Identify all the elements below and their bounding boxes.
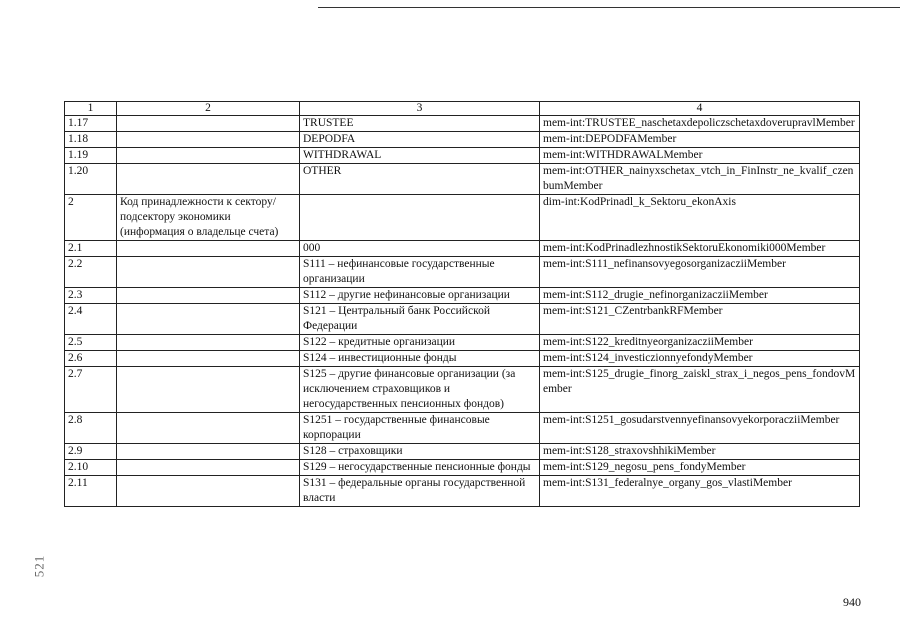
row-value: S125 – другие финансовые организации (за исключением страховщиков и негосударственных пенсионных фондов) — [300, 367, 540, 413]
table-row — [65, 476, 860, 507]
row-code: mem-int:OTHER_nainyxschetax_vtch_in_FinInstr_ne_kvalif_czenbumMember — [540, 164, 860, 195]
row-value: S124 – инвестиционные фонды — [300, 351, 540, 367]
row-value: WITHDRAWAL — [300, 148, 540, 164]
row-number: 2.2 — [65, 257, 117, 288]
row-value: S128 – страховщики — [300, 444, 540, 460]
table-row — [65, 195, 860, 241]
row-description — [117, 476, 300, 507]
header-col-3: 3 — [300, 102, 540, 116]
table-row — [65, 257, 860, 288]
row-code: mem-int:S128_straxovshhikiMember — [540, 444, 860, 460]
row-description — [117, 335, 300, 351]
row-number: 1.20 — [65, 164, 117, 195]
row-value: S1251 – государственные финансовые корпорации — [300, 413, 540, 444]
table-row — [65, 241, 860, 257]
row-number: 1.18 — [65, 132, 117, 148]
row-value: S122 – кредитные организации — [300, 335, 540, 351]
row-number: 2.7 — [65, 367, 117, 413]
row-number: 1.19 — [65, 148, 117, 164]
row-value: S121 – Центральный банк Российской Федерации — [300, 304, 540, 335]
header-col-2: 2 — [117, 102, 300, 116]
row-code: mem-int:S125_drugie_finorg_zaiskl_strax_i_negos_pens_fondovMember — [540, 367, 860, 413]
table-row — [65, 148, 860, 164]
row-code: dim-int:KodPrinadl_k_Sektoru_ekonAxis — [540, 195, 860, 241]
row-description — [117, 413, 300, 444]
row-number: 2.3 — [65, 288, 117, 304]
row-value: S129 – негосударственные пенсионные фонды — [300, 460, 540, 476]
row-number: 2.9 — [65, 444, 117, 460]
table-row — [65, 351, 860, 367]
row-description — [117, 148, 300, 164]
row-number: 1.17 — [65, 116, 117, 132]
table-row — [65, 367, 860, 413]
top-rule — [318, 7, 900, 8]
row-code: mem-int:S122_kreditnyeorganizacziiMember — [540, 335, 860, 351]
row-code: mem-int:S111_nefinansovyegosorganizacziiMember — [540, 257, 860, 288]
row-number: 2.1 — [65, 241, 117, 257]
row-number: 2.11 — [65, 476, 117, 507]
header-col-1: 1 — [65, 102, 117, 116]
table-row — [65, 460, 860, 476]
header-col-4: 4 — [540, 102, 860, 116]
row-description — [117, 288, 300, 304]
table-row — [65, 116, 860, 132]
table-row — [65, 304, 860, 335]
table-row — [65, 335, 860, 351]
row-description — [117, 304, 300, 335]
row-number: 2 — [65, 195, 117, 241]
row-code: mem-int:S129_negosu_pens_fondyMember — [540, 460, 860, 476]
row-description — [117, 460, 300, 476]
row-code: mem-int:KodPrinadlezhnostikSektoruEkonomiki000Member — [540, 241, 860, 257]
row-description: Код принадлежности к сектору/подсектору экономики (информация о владельце счета) — [117, 195, 300, 241]
table-row — [65, 444, 860, 460]
row-value: DEPODFA — [300, 132, 540, 148]
classification-table — [64, 101, 860, 507]
row-code: mem-int:S1251_gosudarstvennyefinansovyekorporacziiMember — [540, 413, 860, 444]
row-description — [117, 351, 300, 367]
row-value: TRUSTEE — [300, 116, 540, 132]
row-description — [117, 132, 300, 148]
row-number: 2.10 — [65, 460, 117, 476]
row-code: mem-int:S112_drugie_nefinorganizacziiMember — [540, 288, 860, 304]
row-code: mem-int:DEPODFAMember — [540, 132, 860, 148]
row-code: mem-int:TRUSTEE_naschetaxdepoliczschetaxdoverupravlMember — [540, 116, 860, 132]
row-code: mem-int:S121_CZentrbankRFMember — [540, 304, 860, 335]
row-number: 2.4 — [65, 304, 117, 335]
row-description — [117, 116, 300, 132]
row-description — [117, 164, 300, 195]
row-code: mem-int:S131_federalnye_organy_gos_vlastiMember — [540, 476, 860, 507]
row-value: S131 – федеральные органы государственной власти — [300, 476, 540, 507]
row-description — [117, 257, 300, 288]
page-number: 940 — [843, 595, 861, 609]
row-code: mem-int:WITHDRAWALMember — [540, 148, 860, 164]
row-value — [300, 195, 540, 241]
row-value: 000 — [300, 241, 540, 257]
row-number: 2.8 — [65, 413, 117, 444]
margin-mark: 521 — [31, 554, 47, 578]
row-value: OTHER — [300, 164, 540, 195]
row-value: S112 – другие нефинансовые организации — [300, 288, 540, 304]
table-row — [65, 288, 860, 304]
row-description — [117, 444, 300, 460]
row-description — [117, 367, 300, 413]
table-row — [65, 413, 860, 444]
header-row — [65, 102, 860, 116]
row-value: S111 – нефинансовые государственные организации — [300, 257, 540, 288]
table-row — [65, 132, 860, 148]
row-number: 2.6 — [65, 351, 117, 367]
row-description — [117, 241, 300, 257]
row-number: 2.5 — [65, 335, 117, 351]
row-code: mem-int:S124_investiczionnyefondyMember — [540, 351, 860, 367]
table-row — [65, 164, 860, 195]
